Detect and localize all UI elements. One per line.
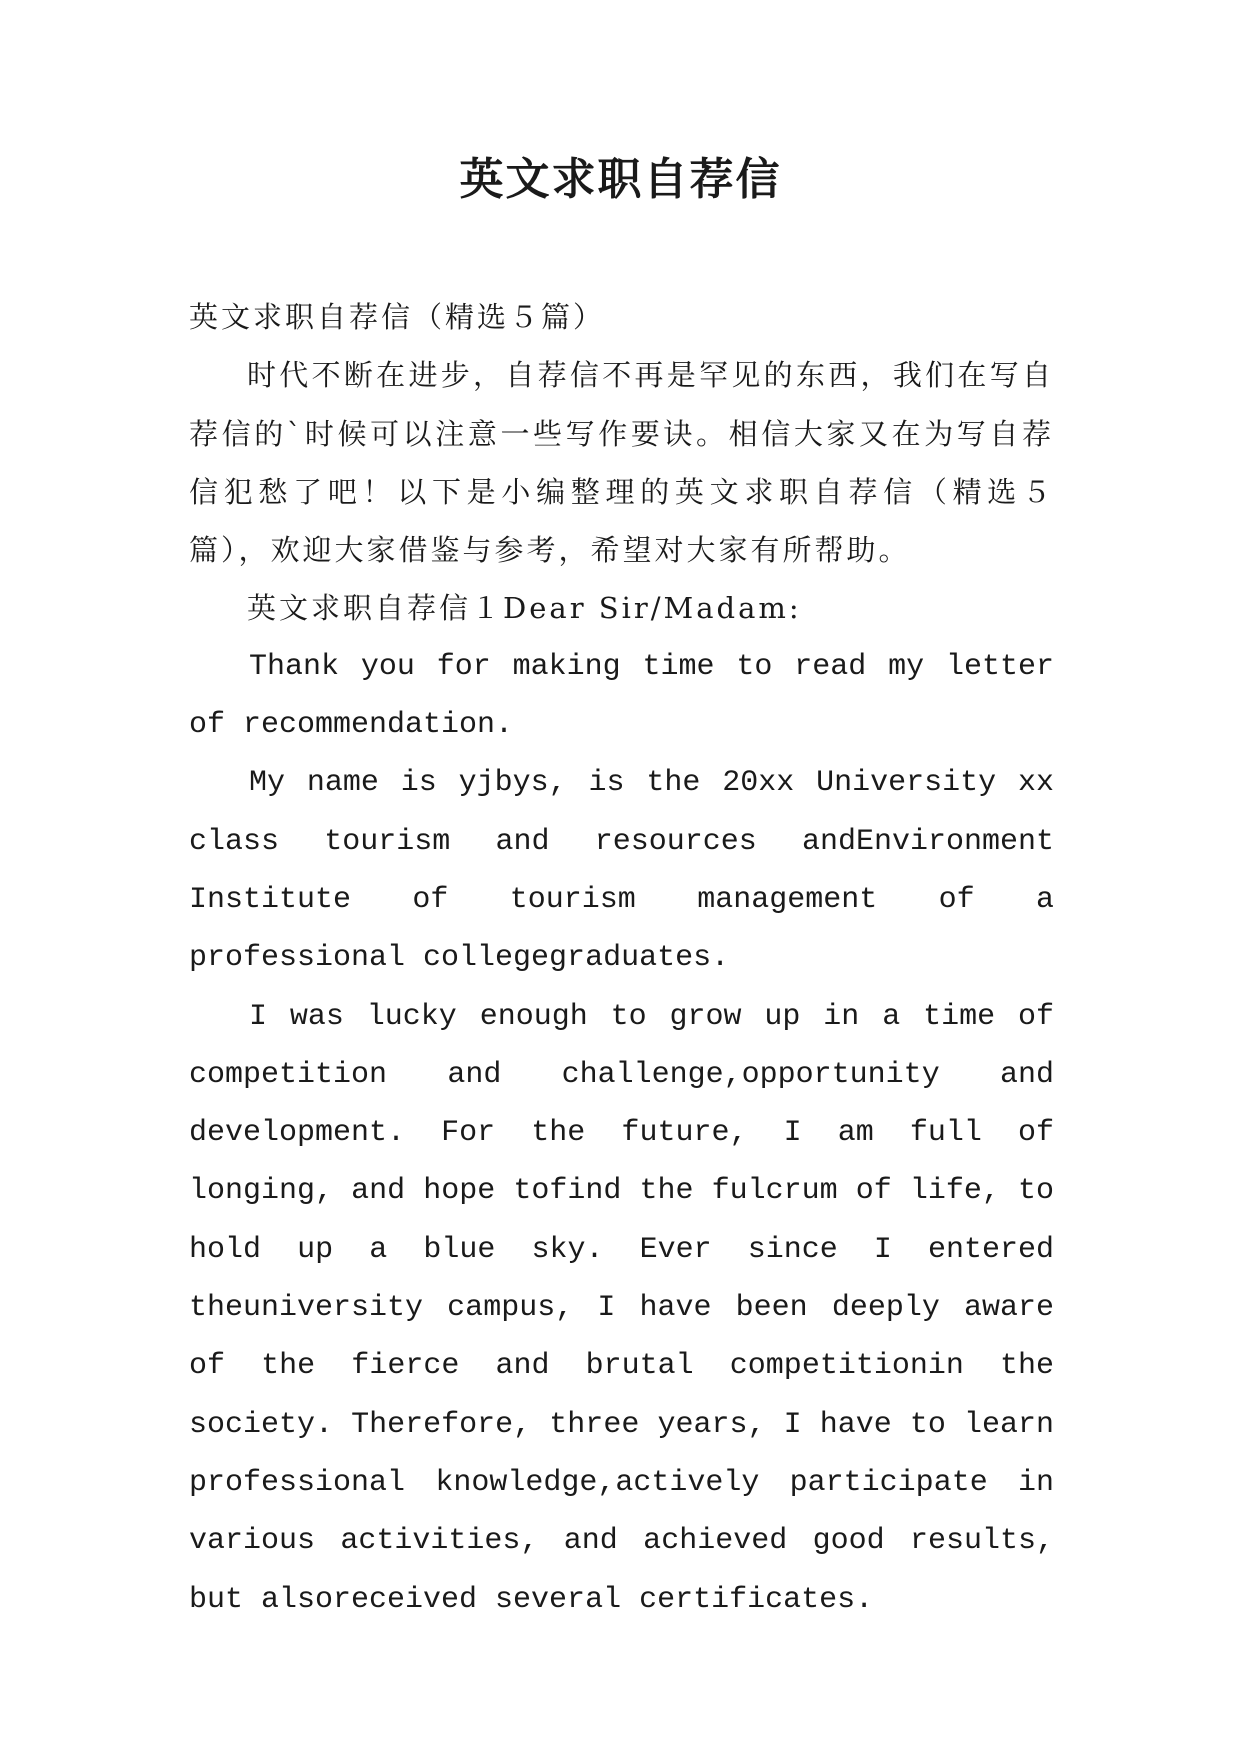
letter-paragraph: My name is yjbys, is the 20xx University xx class tourism and resources andEnvironment Institute of tourism management of a professional collegegraduates.	[189, 766, 1054, 976]
document-body	[189, 288, 1054, 1629]
letter-paragraph: I was lucky enough to grow up in a time of competition and challenge,opportunity and development. For the future, I am full of longing, and hope tofind the fulcrum of life, to hold up a blue sky. Ever since I entered theuniversity campus, I have been deeply aware of the fierce and brutal competitionin the society. Therefore, three years, I have to learn professional knowledge,actively participate in various activities, and achieved good results, but alsoreceived several certificates.	[189, 999, 1054, 1617]
document-title: 英文求职自荐信	[459, 154, 782, 205]
letter-paragraph: Thank you for making time to read my letter of recommendation.	[189, 649, 1054, 743]
intro-paragraph: 时代不断在进步，自荐信不再是罕见的东西，我们在写自荐信的`时候可以注意一些写作要诀。相信大家又在为写自荐信犯愁了吧！以下是小编整理的英文求职自荐信（精选５篇），欢迎大家借鉴与参考，希望对大家有所帮助。	[189, 358, 1054, 568]
letter-heading: 英文求职自荐信１Dear Sir/Madam:	[247, 591, 802, 626]
document-subtitle: 英文求职自荐信（精选５篇）	[189, 300, 606, 334]
